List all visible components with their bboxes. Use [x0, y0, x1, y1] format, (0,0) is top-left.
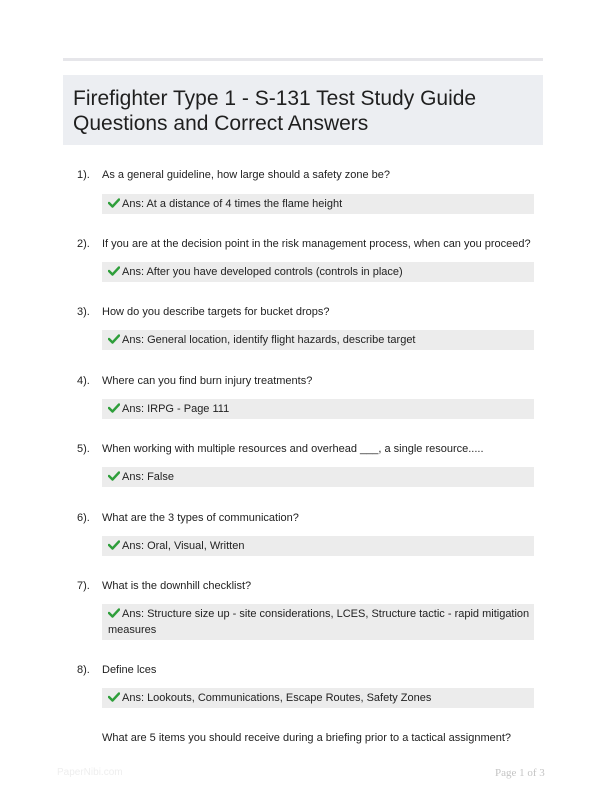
footer-watermark: PaperNibi.com	[57, 767, 123, 778]
checkmark-icon	[108, 198, 120, 208]
answer-text: Ans: After you have developed controls (controls in place)	[122, 266, 403, 278]
answer-text-continued: measures	[108, 624, 157, 636]
question-text: Where can you find burn injury treatments?	[102, 375, 313, 387]
checkmark-icon	[108, 692, 120, 702]
title-line-1: Firefighter Type 1 - S-131 Test Study Guide	[73, 87, 477, 110]
question-text: What are 5 items you should receive during a briefing prior to a tactical assignment?	[102, 732, 512, 744]
question-text: As a general guideline, how large should a safety zone be?	[102, 169, 391, 181]
answer-box	[102, 604, 534, 640]
answer-box	[102, 194, 534, 214]
answer-text: Ans: IRPG - Page 111	[122, 403, 230, 415]
checkmark-icon	[108, 266, 120, 276]
answer-text: Ans: Lookouts, Communications, Escape Routes, Safety Zones	[122, 692, 432, 704]
question-number: 4).	[77, 375, 90, 387]
answer-text: Ans: Structure size up - site considerations, LCES, Structure tactic - rapid mitigation	[122, 608, 530, 620]
checkmark-icon	[108, 608, 120, 618]
question-text: Define lces	[102, 664, 157, 676]
question-text: What is the downhill checklist?	[102, 580, 252, 592]
question-number: 3).	[77, 306, 90, 318]
question-text: How do you describe targets for bucket drops?	[102, 306, 330, 318]
question-number: 8).	[77, 664, 90, 676]
question-number: 2).	[77, 238, 90, 250]
answer-box	[102, 399, 534, 419]
answer-text: Ans: False	[122, 471, 174, 483]
checkmark-icon	[108, 540, 120, 550]
question-number: 6).	[77, 512, 90, 524]
question-number: 1).	[77, 169, 90, 181]
page-number: Page 1 of 3	[495, 767, 545, 779]
answer-box	[102, 536, 534, 556]
title-line-2: Questions and Correct Answers	[73, 112, 369, 135]
answer-line	[108, 622, 528, 638]
answer-line	[108, 606, 528, 622]
answer-box	[102, 688, 534, 708]
answer-box	[102, 262, 534, 282]
checkmark-icon	[108, 403, 120, 413]
checkmark-icon	[108, 334, 120, 344]
answer-box	[102, 330, 534, 350]
question-number: 5).	[77, 443, 90, 455]
question-text: What are the 3 types of communication?	[102, 512, 299, 524]
question-text: When working with multiple resources and overhead ___, a single resource.....	[102, 443, 484, 455]
checkmark-icon	[108, 471, 120, 481]
answer-text: Ans: General location, identify flight hazards, describe target	[122, 334, 416, 346]
question-number: 7).	[77, 580, 90, 592]
answer-box	[102, 467, 534, 487]
answer-text: Ans: At a distance of 4 times the flame height	[122, 198, 343, 210]
question-text: If you are at the decision point in the risk management process, when can you proceed?	[102, 238, 531, 250]
answer-text: Ans: Oral, Visual, Written	[122, 540, 245, 552]
